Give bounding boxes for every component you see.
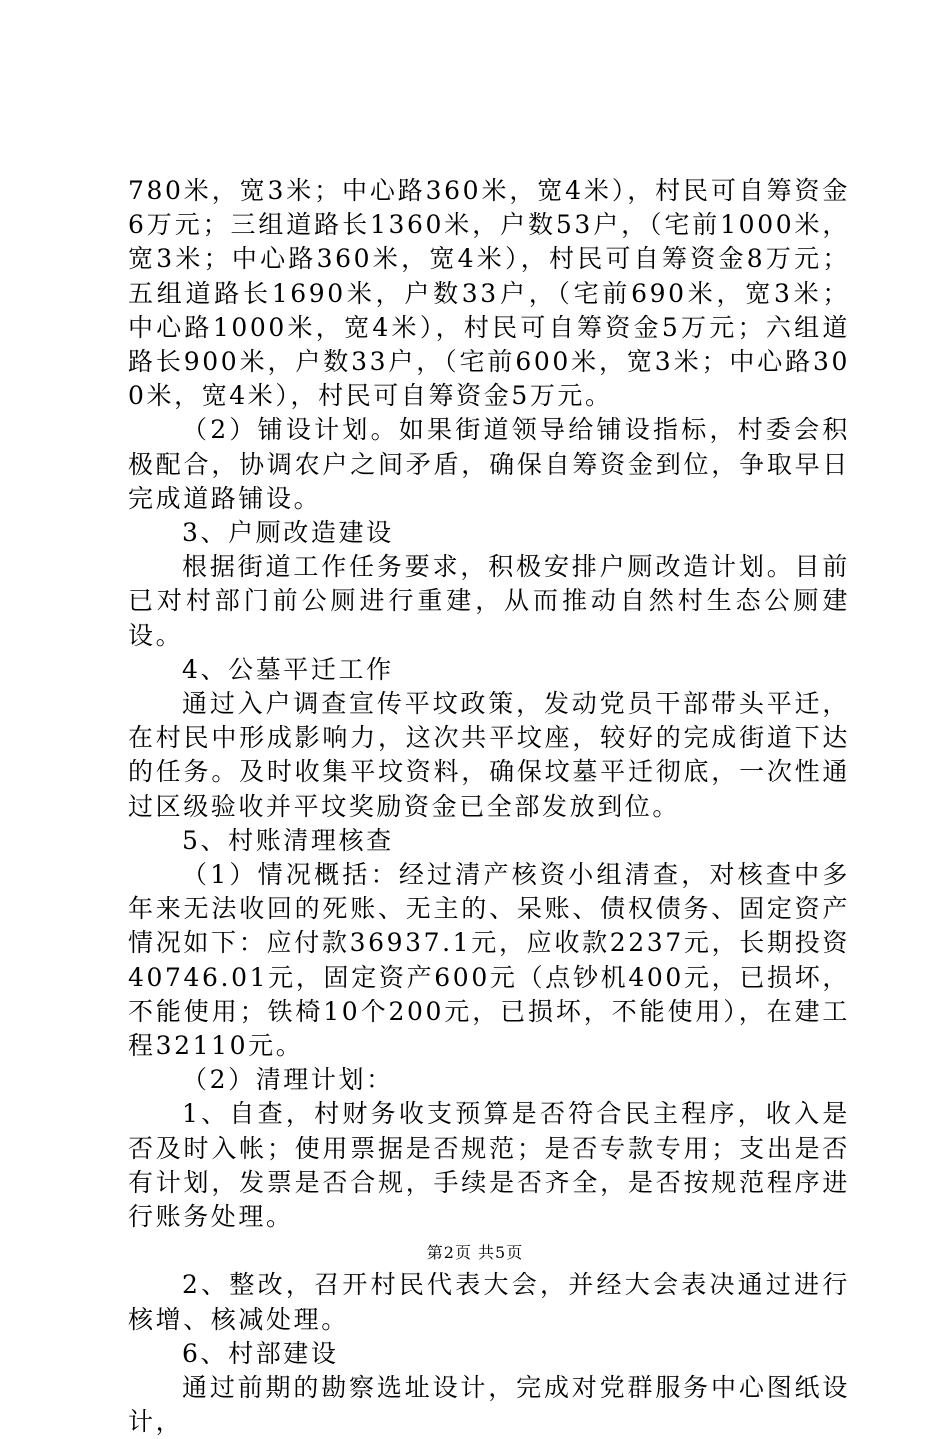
heading-cleanup-plan: （2）清理计划： xyxy=(182,1065,394,1095)
heading-account-audit: 5、村账清理核查 xyxy=(182,825,394,855)
page-footer: 第2页 共5页 xyxy=(426,1243,524,1262)
paragraph-audit-summary: （1）情况概括：经过清产核资小组清查，对核查中多年来无法收回的死账、无主的、呆账、债权债务、固定资产情况如下：应付款36937.1元，应收款2237元，长期投资40746.01元，固定资产600元（点钞机400元，已损坏，不能使用；铁椅10个200元，已损坏，不能使用），在建工程32110元。 xyxy=(128,860,850,1061)
paragraph-toilet-renovation: 根据街道工作任务要求，积极安排户厕改造计划。目前已对村部门前公厕进行重建，从而推动自然村生态公厕建设。 xyxy=(128,552,850,650)
paragraph-paving-plan: （2）铺设计划。如果街道领导给铺设指标，村委会积极配合，协调农户之间矛盾，确保自筹资金到位，争取早日完成道路铺设。 xyxy=(128,415,850,513)
paragraph-village-office: 通过前期的勘察选址设计，完成对党群服务中心图纸设计， xyxy=(128,1372,850,1437)
paragraph-rectification: 2、整改，召开村民代表大会，并经大会表决通过进行核增、核减处理。 xyxy=(128,1270,850,1334)
paragraph-road-statistics: 780米，宽3米；中心路360米，宽4米），村民可自筹资金6万元；三组道路长1360米，户数53户，（宅前1000米，宽3米；中心路360米，宽4米），村民可自筹资金8万元；五组道路长1690米，户数33户，（宅前690米，宽3米；中心路1000米，宽4米），村民可自筹资金5万元；六组道路长900米，户数33户，（宅前600米，宽3米；中心路300米，宽4米），村民可自筹资金5万元。 xyxy=(128,176,850,411)
paragraph-cemetery-relocation: 通过入户调查宣传平坟政策，发动党员干部带头平迁，在村民中形成影响力，这次共平坟座，较好的完成街道下达的任务。及时收集平坟资料，确保坟墓平迁彻底，一次性通过区级验收并平坟奖励资金已全部发放到位。 xyxy=(128,689,850,821)
heading-toilet-renovation: 3、户厕改造建设 xyxy=(182,518,394,548)
paragraph-self-check: 1、自查，村财务收支预算是否符合民主程序，收入是否及时入帐；使用票据是否规范；是否专款专用；支出是否有计划，发票是否合规，手续是否齐全，是否按规范程序进行账务处理。 xyxy=(128,1099,850,1232)
heading-cemetery-relocation: 4、公墓平迁工作 xyxy=(182,654,394,684)
heading-village-office: 6、村部建设 xyxy=(182,1338,339,1368)
